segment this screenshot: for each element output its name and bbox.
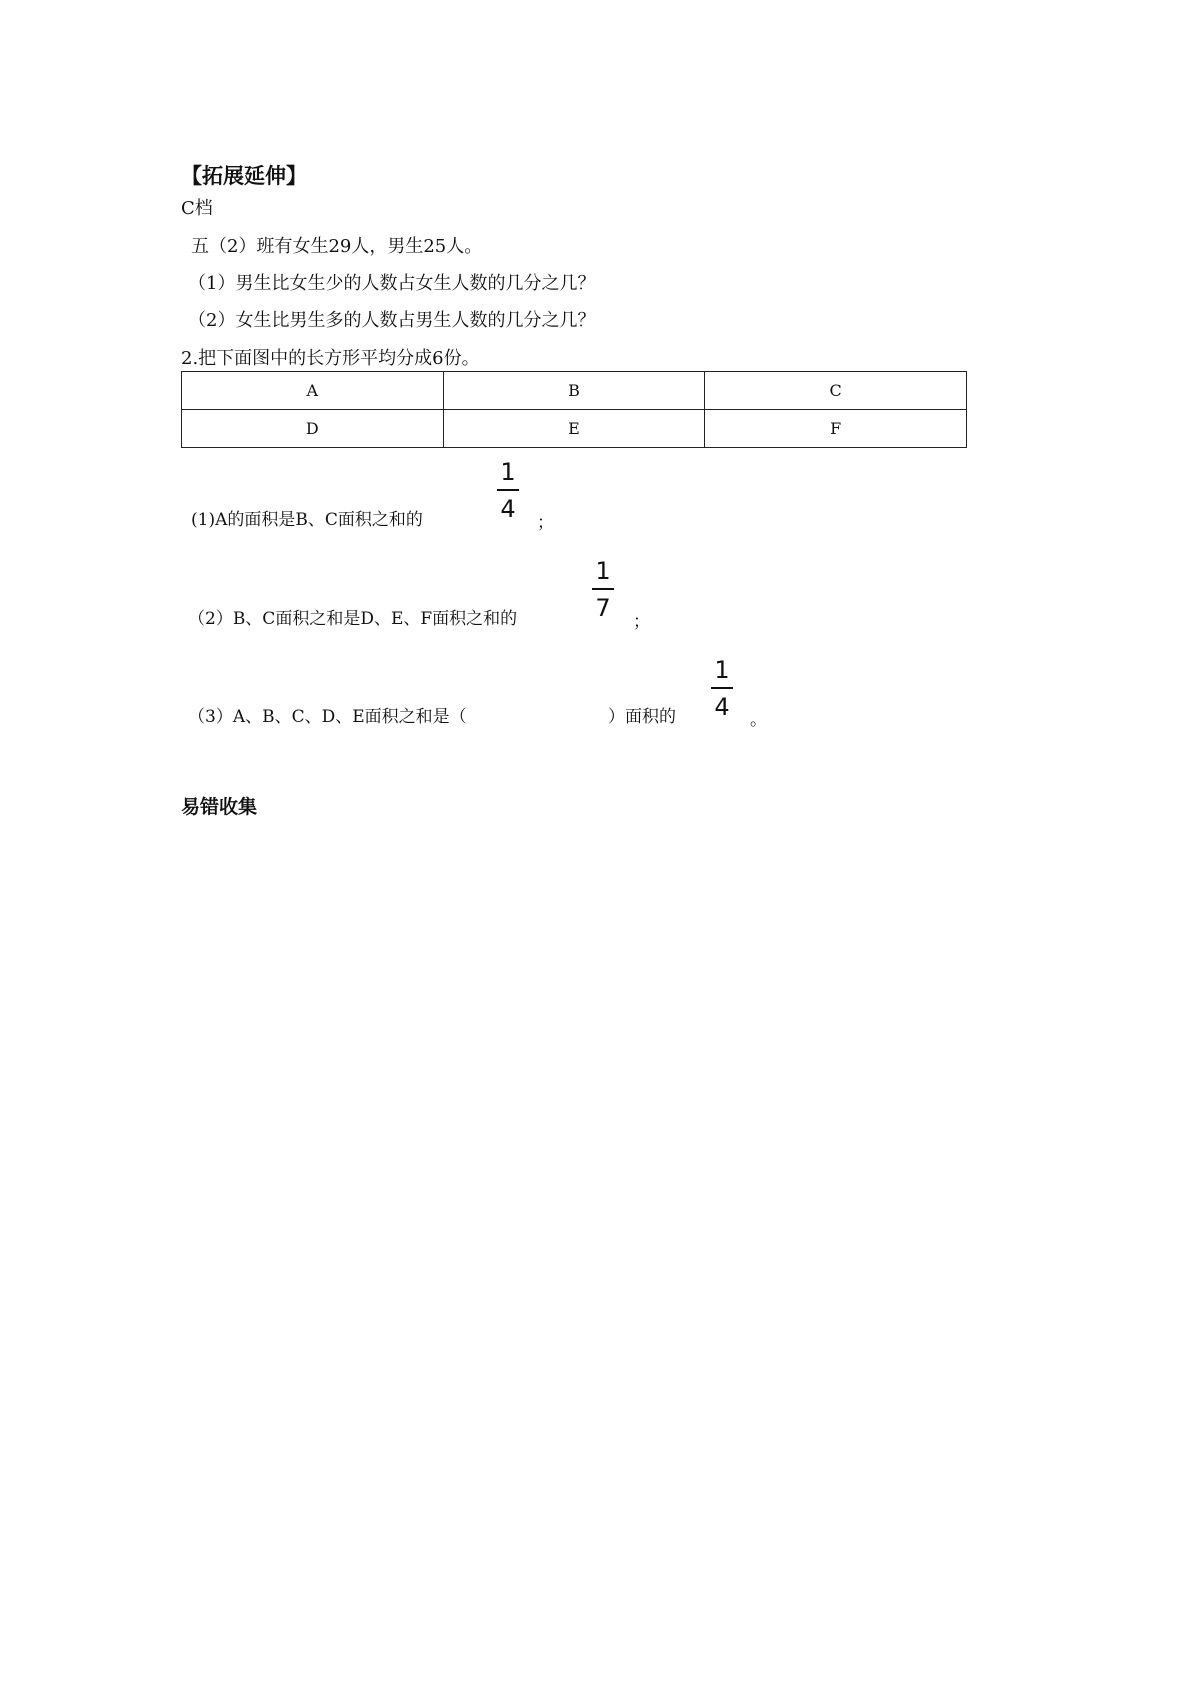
item2-fraction — [591, 557, 615, 622]
level-label: C档 — [181, 198, 213, 219]
item3-numerator: 1 — [714, 656, 730, 684]
grid-cell-e: E — [443, 410, 705, 448]
grid-cell-f: F — [705, 410, 967, 448]
grid-cell-a: A — [182, 372, 444, 410]
grid-row — [182, 410, 967, 448]
fraction-bar — [497, 489, 519, 491]
fraction-bar — [711, 687, 733, 689]
problem1-question-2: （2）女生比男生多的人数占男生人数的几分之几？ — [188, 310, 596, 331]
item3-denominator: 4 — [714, 692, 730, 721]
item2-text: （2）B、C面积之和是D、E、F面积之和的 — [188, 609, 518, 629]
item2-end: ； — [633, 612, 650, 632]
grid-row — [182, 372, 967, 410]
grid-cell-b: B — [443, 372, 705, 410]
section-title: 【拓展延伸】 — [181, 164, 307, 188]
item2-numerator: 1 — [595, 557, 611, 585]
item1-text: (1)A的面积是B、C面积之和的 — [191, 510, 423, 530]
grid-cell-d: D — [182, 410, 444, 448]
item3-blank-close: ）面积的 — [608, 707, 676, 727]
mistakes-title: 易错收集 — [181, 796, 258, 818]
fraction-bar — [592, 588, 614, 590]
problem1-question-1: （1）男生比女生少的人数占女生人数的几分之几？ — [188, 273, 596, 294]
item1-fraction — [496, 458, 520, 523]
item3-end: 。 — [750, 710, 767, 730]
item2-denominator: 7 — [595, 593, 611, 622]
problem1-statement: 五（2）班有女生29人，男生25人。 — [191, 236, 483, 257]
item3-fraction — [710, 656, 734, 721]
problem2-statement: 2.把下面图中的长方形平均分成6份。 — [181, 348, 480, 369]
item1-end: ； — [537, 513, 554, 533]
rectangle-grid — [181, 371, 967, 448]
item3-text: （3）A、B、C、D、E面积之和是（ — [188, 707, 467, 727]
grid-cell-c: C — [705, 372, 967, 410]
item1-numerator: 1 — [500, 458, 516, 486]
item1-denominator: 4 — [500, 494, 516, 523]
